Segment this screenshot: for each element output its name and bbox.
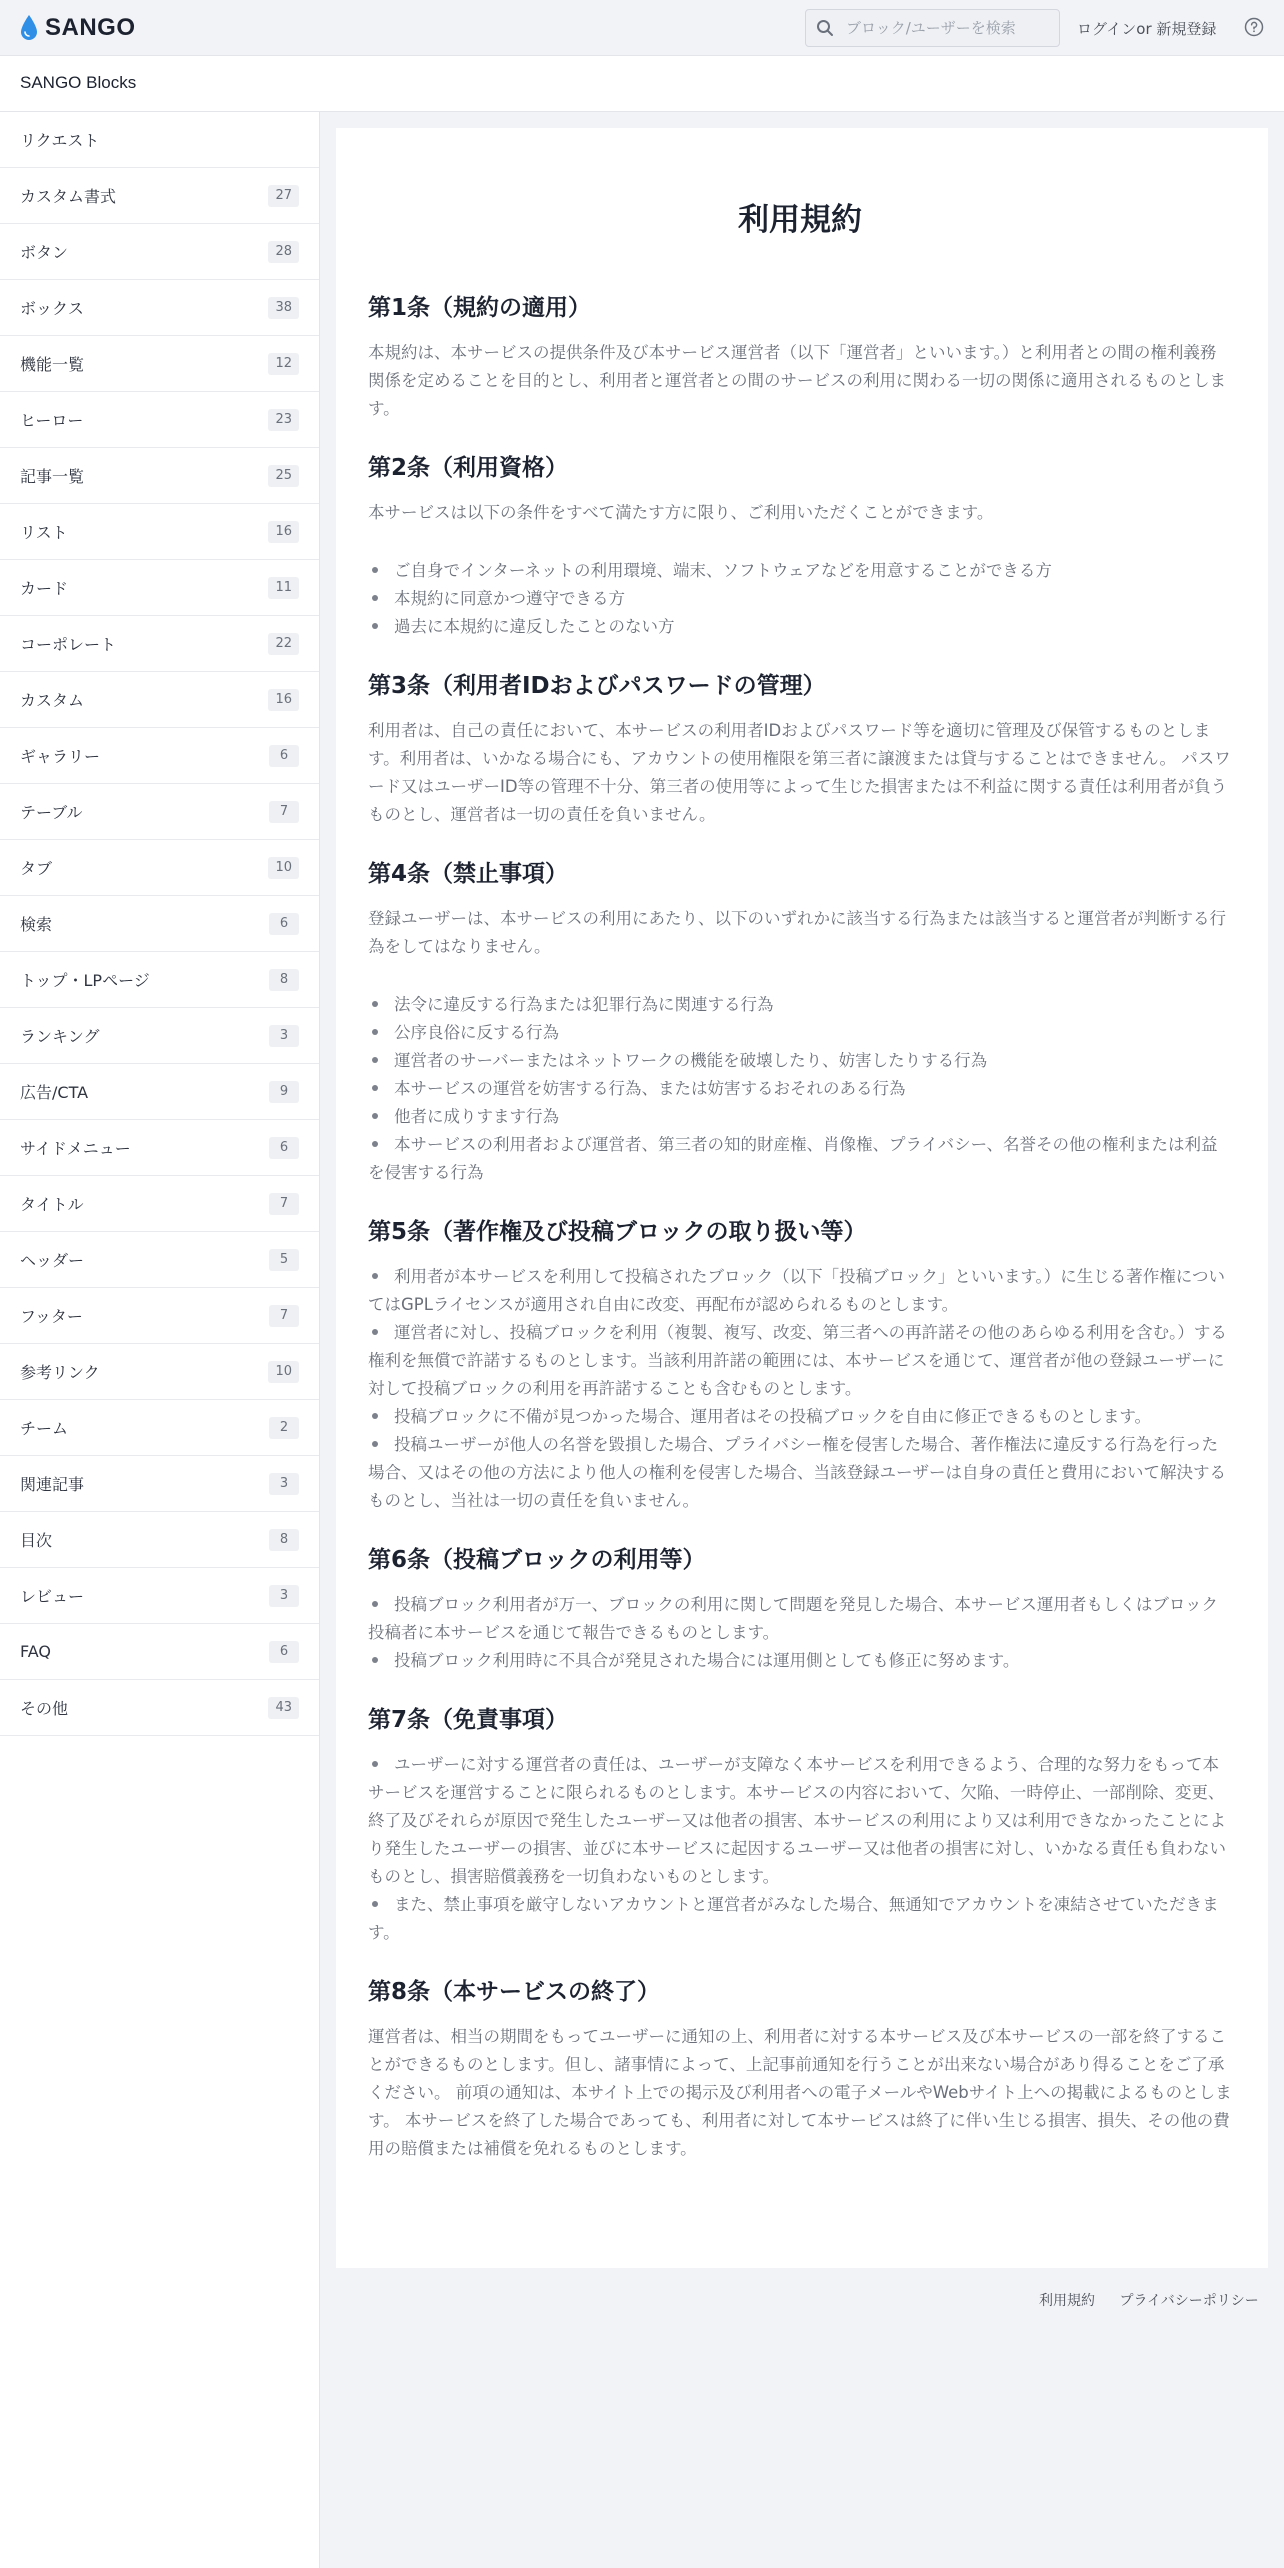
sidebar-item-label: 目次 <box>20 1531 53 1550</box>
sidebar-item-count: 6 <box>269 1137 299 1159</box>
sidebar-item-count: 8 <box>269 969 299 991</box>
section-paragraph: 本サービスは以下の条件をすべて満たす方に限り、ご利用いただくことができます。 <box>368 503 994 522</box>
sidebar-item-label: リクエスト <box>20 131 100 150</box>
sidebar-item-label: コーポレート <box>20 635 117 654</box>
list-item: ご自身でインターネットの利用環境、端末、ソフトウェアなどを用意することができる方 <box>368 557 1232 585</box>
sidebar-item-count: 7 <box>269 801 299 823</box>
terms-section-5 <box>368 1217 1232 1515</box>
sidebar-item-count: 5 <box>269 1249 299 1271</box>
sidebar-item-other[interactable] <box>0 1680 319 1736</box>
sidebar-item-count: 2 <box>269 1417 299 1439</box>
list-item: 投稿ユーザーが他人の名誉を毀損した場合、プライバシー権を侵害した場合、著作権法に違反する行為を行った場合、又はその他の方法により他人の権利を侵害した場合、当該登録ユーザーは自身の責任と費用において解決するものとし、当社は一切の責任を負いません。 <box>368 1431 1232 1515</box>
bullet-list <box>368 991 1232 1187</box>
sidebar-item-label: その他 <box>20 1699 69 1718</box>
section-heading: 第4条（禁止事項） <box>368 861 569 887</box>
section-heading: 第2条（利用資格） <box>368 455 569 481</box>
sidebar-item-label: レビュー <box>20 1587 85 1606</box>
sidebar-item-label: フッター <box>20 1307 83 1326</box>
bullet-list <box>368 1751 1232 1947</box>
sidebar-item-corporate[interactable] <box>0 616 319 672</box>
site-logo[interactable] <box>19 13 136 43</box>
list-item: 他者に成りすます行為 <box>368 1103 1232 1131</box>
sidebar-item-label: 関連記事 <box>20 1475 85 1494</box>
sidebar-item-label: ヒーロー <box>20 411 84 430</box>
list-item: 公序良俗に反する行為 <box>368 1019 1232 1047</box>
sidebar-item-related-articles[interactable] <box>0 1456 319 1512</box>
sidebar-item-request[interactable] <box>0 112 319 168</box>
sidebar-item-count: 10 <box>268 1361 299 1383</box>
sidebar-item-count: 10 <box>268 857 299 879</box>
sidebar-item-label: タイトル <box>20 1195 84 1214</box>
auth-links <box>1077 18 1216 39</box>
category-sidebar <box>0 112 320 2568</box>
section-paragraph: 本規約は、本サービスの提供条件及び本サービス運営者（以下「運営者」といいます。）と利用者との間の権利義務関係を定めることを目的とし、利用者と運営者との間のサービスの利用に関わる一切の関係に適用されるものとします。 <box>368 343 1226 418</box>
section-heading: 第1条（規約の適用） <box>368 295 592 321</box>
list-item: ユーザーに対する運営者の責任は、ユーザーが支障なく本サービスを利用できるよう、合理的な努力をもって本サービスを運営することに限られるものとします。本サービスの内容において、欠陥、一時停止、一部削除、変更、終了及びそれらが原因で発生したユーザー又は他者の損害、本サービスの利用により又は利用できなかったことにより発生したユーザーの損害、並びに本サービスに起因するユーザー又は他者の損害に対し、いかなる責任も負わないものとし、損害賠償義務を一切負わないものとします。 <box>368 1751 1232 1891</box>
sidebar-item-custom-format[interactable] <box>0 168 319 224</box>
sidebar-item-reference-link[interactable] <box>0 1344 319 1400</box>
sidebar-item-label: FAQ <box>20 1642 51 1661</box>
sidebar-item-count: 6 <box>269 913 299 935</box>
sidebar-item-button[interactable] <box>0 224 319 280</box>
login-link[interactable]: ログイン <box>1077 20 1137 38</box>
sidebar-item-label: テーブル <box>20 803 83 822</box>
search-icon <box>816 19 834 37</box>
section-heading: 第3条（利用者IDおよびパスワードの管理） <box>368 673 826 699</box>
bullet-list <box>368 1591 1232 1675</box>
bullet-list <box>368 1263 1232 1515</box>
search-box[interactable] <box>805 9 1060 47</box>
sidebar-item-count: 12 <box>268 353 299 375</box>
terms-content-card <box>336 128 1268 2268</box>
section-paragraph: 登録ユーザーは、本サービスの利用にあたり、以下のいずれかに該当する行為または該当すると運営者が判断する行為をしてはなりません。 <box>368 909 1226 956</box>
bullet-list <box>368 557 1232 641</box>
terms-section-6 <box>368 1545 1232 1675</box>
sidebar-item-label: トップ・LPページ <box>20 971 150 990</box>
sidebar-item-hero[interactable] <box>0 392 319 448</box>
logo-text: SANGO <box>45 14 136 41</box>
or-text: or <box>1136 20 1152 38</box>
section-heading: 第5条（著作権及び投稿ブロックの取り扱い等） <box>368 1219 867 1245</box>
list-item: 本サービスの運営を妨害する行為、または妨害するおそれのある行為 <box>368 1075 1232 1103</box>
sidebar-item-count: 28 <box>268 241 299 263</box>
sidebar-item-label: 記事一覧 <box>20 467 85 486</box>
sidebar-item-title[interactable] <box>0 1176 319 1232</box>
terms-section-7 <box>368 1705 1232 1947</box>
sidebar-item-box[interactable] <box>0 280 319 336</box>
sidebar-item-count: 7 <box>269 1305 299 1327</box>
sidebar-item-tab[interactable] <box>0 840 319 896</box>
list-item: また、禁止事項を厳守しないアカウントと運営者がみなした場合、無通知でアカウントを凍結させていただきます。 <box>368 1891 1232 1947</box>
sidebar-item-review[interactable] <box>0 1568 319 1624</box>
sidebar-item-count: 3 <box>269 1585 299 1607</box>
sidebar-item-count: 27 <box>268 185 299 207</box>
sidebar-item-count: 3 <box>269 1473 299 1495</box>
section-paragraph: 運営者は、相当の期間をもってユーザーに通知の上、利用者に対する本サービス及び本サービスの一部を終了することができるものとします。但し、諸事情によって、上記事前通知を行うことが出来ない場合があり得ることをご了承ください。 前項の通知は、本サイト上での掲示及び利用者への電子メールやWebサイト上への掲載によるものとします。 本サービスを終了した場合であっても、利用者に対して本サービスは終了に伴い生じる損害、損失、その他の費用の賠償または補償を免れるものとします。 <box>368 2027 1232 2158</box>
page-footer <box>1039 2290 1259 2310</box>
section-paragraph: 利用者は、自己の責任において、本サービスの利用者IDおよびパスワード等を適切に管理及び保管するものとします。利用者は、いかなる場合にも、アカウントの使用権限を第三者に譲渡または貸与することはできません。 パスワード又はユーザーID等の管理不十分、第三者の使用等によって生じた損害または不利益に関する責任は利用者が負うものとし、運営者は一切の責任を負いません。 <box>368 721 1231 824</box>
section-heading: 第7条（免責事項） <box>368 1707 569 1733</box>
sidebar-item-label: チーム <box>20 1419 69 1438</box>
sidebar-item-table[interactable] <box>0 784 319 840</box>
sidebar-item-count: 23 <box>268 409 299 431</box>
list-item: 投稿ブロック利用者が万一、ブロックの利用に関して問題を発見した場合、本サービス運用者もしくはブロック投稿者に本サービスを通じて報告できるものとします。 <box>368 1591 1232 1647</box>
sidebar-item-label: カスタム書式 <box>20 187 117 206</box>
page-title: 利用規約 <box>738 202 862 238</box>
site-name-link[interactable]: SANGO Blocks <box>20 73 137 92</box>
sidebar-item-label: ヘッダー <box>20 1251 85 1270</box>
footer-terms-link[interactable]: 利用規約 <box>1039 2293 1095 2309</box>
list-item: 投稿ブロック利用時に不具合が発見された場合には運用側としても修正に努めます。 <box>368 1647 1232 1675</box>
sidebar-item-side-menu[interactable] <box>0 1120 319 1176</box>
sidebar-item-label: リスト <box>20 523 68 542</box>
list-item: 本サービスの利用者および運営者、第三者の知的財産権、肖像権、プライバシー、名誉その他の権利または利益を侵害する行為 <box>368 1131 1232 1187</box>
sidebar-item-count: 7 <box>269 1193 299 1215</box>
sidebar-item-team[interactable] <box>0 1400 319 1456</box>
sub-header <box>0 56 1284 112</box>
question-circle-icon[interactable] <box>1244 17 1264 37</box>
terms-section-3 <box>368 671 1232 829</box>
sidebar-item-count: 16 <box>268 689 299 711</box>
sidebar-item-ad-cta[interactable] <box>0 1064 319 1120</box>
sidebar-item-top-lp[interactable] <box>0 952 319 1008</box>
terms-section-1 <box>368 293 1232 423</box>
list-item: 過去に本規約に違反したことのない方 <box>368 613 1232 641</box>
sidebar-item-custom[interactable] <box>0 672 319 728</box>
sidebar-item-list[interactable] <box>0 504 319 560</box>
sidebar-item-label: タブ <box>20 859 53 878</box>
list-item: 法令に違反する行為または犯罪行為に関連する行為 <box>368 991 1232 1019</box>
sidebar-item-label: 検索 <box>20 915 53 934</box>
sidebar-item-count: 9 <box>269 1081 299 1103</box>
water-drop-icon <box>19 14 39 42</box>
footer-privacy-link[interactable]: プライバシーポリシー <box>1119 2293 1259 2309</box>
list-item: 運営者のサーバーまたはネットワークの機能を破壊したり、妨害したりする行為 <box>368 1047 1232 1075</box>
sidebar-item-features[interactable] <box>0 336 319 392</box>
sidebar-item-header[interactable] <box>0 1232 319 1288</box>
section-heading: 第6条（投稿ブロックの利用等） <box>368 1547 706 1573</box>
list-item: 本規約に同意かつ遵守できる方 <box>368 585 1232 613</box>
list-item: 運営者に対し、投稿ブロックを利用（複製、複写、改変、第三者への再許諾その他のあらゆる利用を含む。）する権利を無償で許諾するものとします。当該利用許諾の範囲には、本サービスを通じて、運営者が他の登録ユーザーに対して投稿ブロックの利用を再許諾することも含むものとします。 <box>368 1319 1232 1403</box>
sidebar-item-label: カスタム <box>20 691 85 710</box>
list-item: 投稿ブロックに不備が見つかった場合、運用者はその投稿ブロックを自由に修正できるものとします。 <box>368 1403 1232 1431</box>
sidebar-item-card[interactable] <box>0 560 319 616</box>
signup-link[interactable]: 新規登録 <box>1156 20 1217 38</box>
sidebar-item-label: 広告/CTA <box>20 1083 89 1102</box>
sidebar-item-count: 25 <box>268 465 299 487</box>
section-heading: 第8条（本サービスの終了） <box>368 1979 661 2005</box>
top-header <box>0 0 1284 56</box>
sidebar-item-count: 38 <box>268 297 299 319</box>
sidebar-item-count: 6 <box>269 745 299 767</box>
sidebar-item-label: ランキング <box>20 1027 100 1046</box>
sidebar-item-label: 機能一覧 <box>20 355 85 374</box>
sidebar-item-label: ギャラリー <box>20 747 101 766</box>
sidebar-item-label: ボタン <box>20 243 69 262</box>
sidebar-item-gallery[interactable] <box>0 728 319 784</box>
sidebar-item-label: 参考リンク <box>20 1363 100 1382</box>
sidebar-item-label: ボックス <box>20 299 84 318</box>
sidebar-item-article-list[interactable] <box>0 448 319 504</box>
sidebar-item-toc[interactable] <box>0 1512 319 1568</box>
terms-section-2 <box>368 453 1232 641</box>
sidebar-item-count: 3 <box>269 1025 299 1047</box>
sidebar-item-faq[interactable] <box>0 1624 319 1680</box>
sidebar-item-count: 43 <box>268 1697 299 1719</box>
sidebar-item-label: カード <box>20 579 69 598</box>
sidebar-item-count: 6 <box>269 1641 299 1663</box>
sidebar-item-count: 11 <box>268 577 299 599</box>
sidebar-item-search[interactable] <box>0 896 319 952</box>
sidebar-item-count: 22 <box>268 633 299 655</box>
sidebar-item-ranking[interactable] <box>0 1008 319 1064</box>
list-item: 利用者が本サービスを利用して投稿されたブロック（以下「投稿ブロック」といいます。）に生じる著作権についてはGPLライセンスが適用され自由に改変、再配布が認められるものとします。 <box>368 1263 1232 1319</box>
sidebar-item-count: 8 <box>269 1529 299 1551</box>
sidebar-item-count: 16 <box>268 521 299 543</box>
sidebar-item-label: サイドメニュー <box>20 1139 131 1158</box>
terms-section-4 <box>368 859 1232 1187</box>
terms-section-8 <box>368 1977 1232 2163</box>
search-input[interactable] <box>846 19 1046 37</box>
sidebar-item-footer[interactable] <box>0 1288 319 1344</box>
